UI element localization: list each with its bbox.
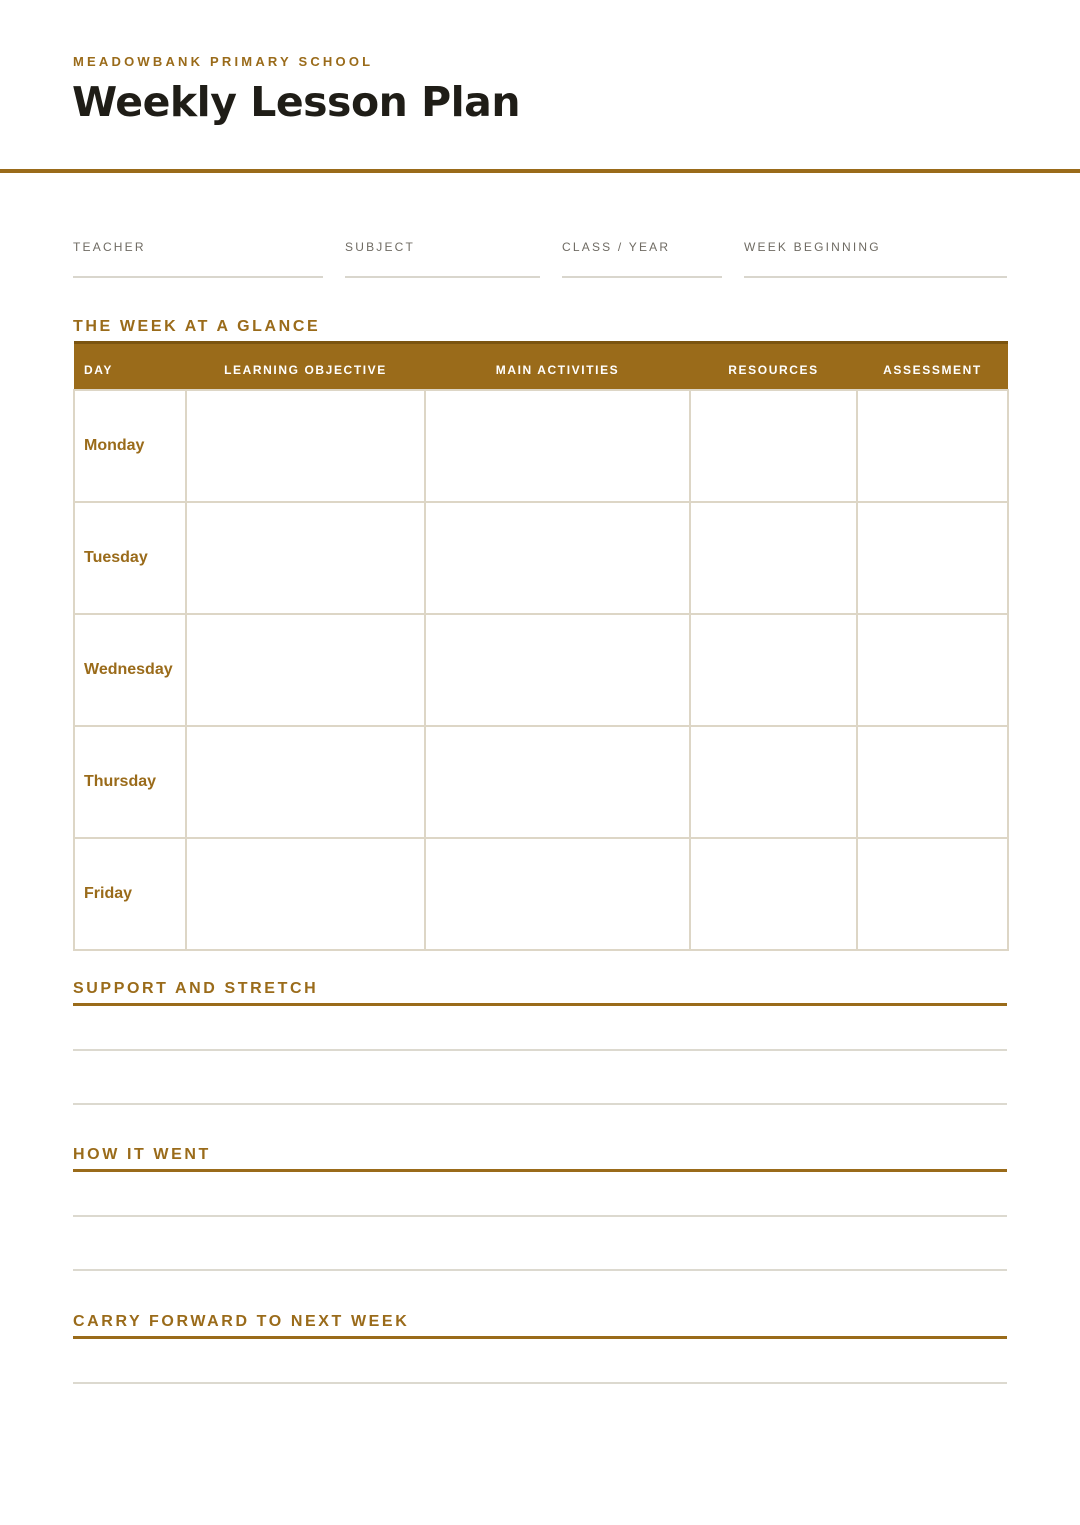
resources-cell[interactable]	[690, 838, 857, 950]
learning-objective-cell[interactable]	[186, 502, 425, 614]
day-label-wednesday: Wednesday	[74, 614, 186, 726]
carry-forward-title: CARRY FORWARD TO NEXT WEEK	[73, 1313, 410, 1330]
column-header-day: DAY	[74, 343, 186, 390]
table-row	[74, 614, 1008, 726]
learning-objective-cell[interactable]	[186, 838, 425, 950]
table-header-row	[74, 343, 1008, 390]
day-label-monday: Monday	[74, 390, 186, 502]
carry-forward-writing-line[interactable]	[73, 1382, 1007, 1384]
resources-cell[interactable]	[690, 726, 857, 838]
column-header-resources: RESOURCES	[690, 343, 857, 390]
assessment-cell[interactable]	[857, 614, 1008, 726]
learning-objective-cell[interactable]	[186, 390, 425, 502]
support-writing-line[interactable]	[73, 1103, 1007, 1105]
main-activities-cell[interactable]	[425, 614, 690, 726]
assessment-cell[interactable]	[857, 502, 1008, 614]
how-it-went-section-rule	[73, 1169, 1007, 1172]
resources-cell[interactable]	[690, 502, 857, 614]
subject-field[interactable]	[345, 240, 540, 278]
class-year-label: CLASS / YEAR	[562, 240, 671, 254]
assessment-cell[interactable]	[857, 390, 1008, 502]
how-it-went-writing-line[interactable]	[73, 1269, 1007, 1271]
school-name: MEADOWBANK PRIMARY SCHOOL	[73, 54, 374, 69]
day-label-thursday: Thursday	[74, 726, 186, 838]
main-activities-cell[interactable]	[425, 838, 690, 950]
main-activities-cell[interactable]	[425, 502, 690, 614]
weekly-plan-table	[73, 341, 1009, 951]
teacher-field[interactable]	[73, 240, 323, 278]
resources-cell[interactable]	[690, 614, 857, 726]
page-title: Weekly Lesson Plan	[72, 78, 521, 126]
assessment-cell[interactable]	[857, 726, 1008, 838]
table-row	[74, 726, 1008, 838]
support-section-rule	[73, 1003, 1007, 1006]
week-at-a-glance-title: THE WEEK AT A GLANCE	[73, 318, 321, 335]
day-label-friday: Friday	[74, 838, 186, 950]
column-header-learning-objective: LEARNING OBJECTIVE	[186, 343, 425, 390]
how-it-went-writing-line[interactable]	[73, 1215, 1007, 1217]
table-row	[74, 390, 1008, 502]
column-header-assessment: ASSESSMENT	[857, 343, 1008, 390]
learning-objective-cell[interactable]	[186, 726, 425, 838]
support-and-stretch-title: SUPPORT AND STRETCH	[73, 980, 319, 997]
header-divider	[0, 169, 1080, 173]
day-label-tuesday: Tuesday	[74, 502, 186, 614]
week-beginning-field[interactable]	[744, 240, 1007, 278]
support-writing-line[interactable]	[73, 1049, 1007, 1051]
class-year-field[interactable]	[562, 240, 722, 278]
learning-objective-cell[interactable]	[186, 614, 425, 726]
table-row	[74, 838, 1008, 950]
main-activities-cell[interactable]	[425, 390, 690, 502]
table-row	[74, 502, 1008, 614]
subject-label: SUBJECT	[345, 240, 416, 254]
week-beginning-label: WEEK BEGINNING	[744, 240, 881, 254]
assessment-cell[interactable]	[857, 838, 1008, 950]
main-activities-cell[interactable]	[425, 726, 690, 838]
carry-forward-section-rule	[73, 1336, 1007, 1339]
how-it-went-title: HOW IT WENT	[73, 1146, 211, 1163]
resources-cell[interactable]	[690, 390, 857, 502]
teacher-label: TEACHER	[73, 240, 146, 254]
column-header-main-activities: MAIN ACTIVITIES	[425, 343, 690, 390]
